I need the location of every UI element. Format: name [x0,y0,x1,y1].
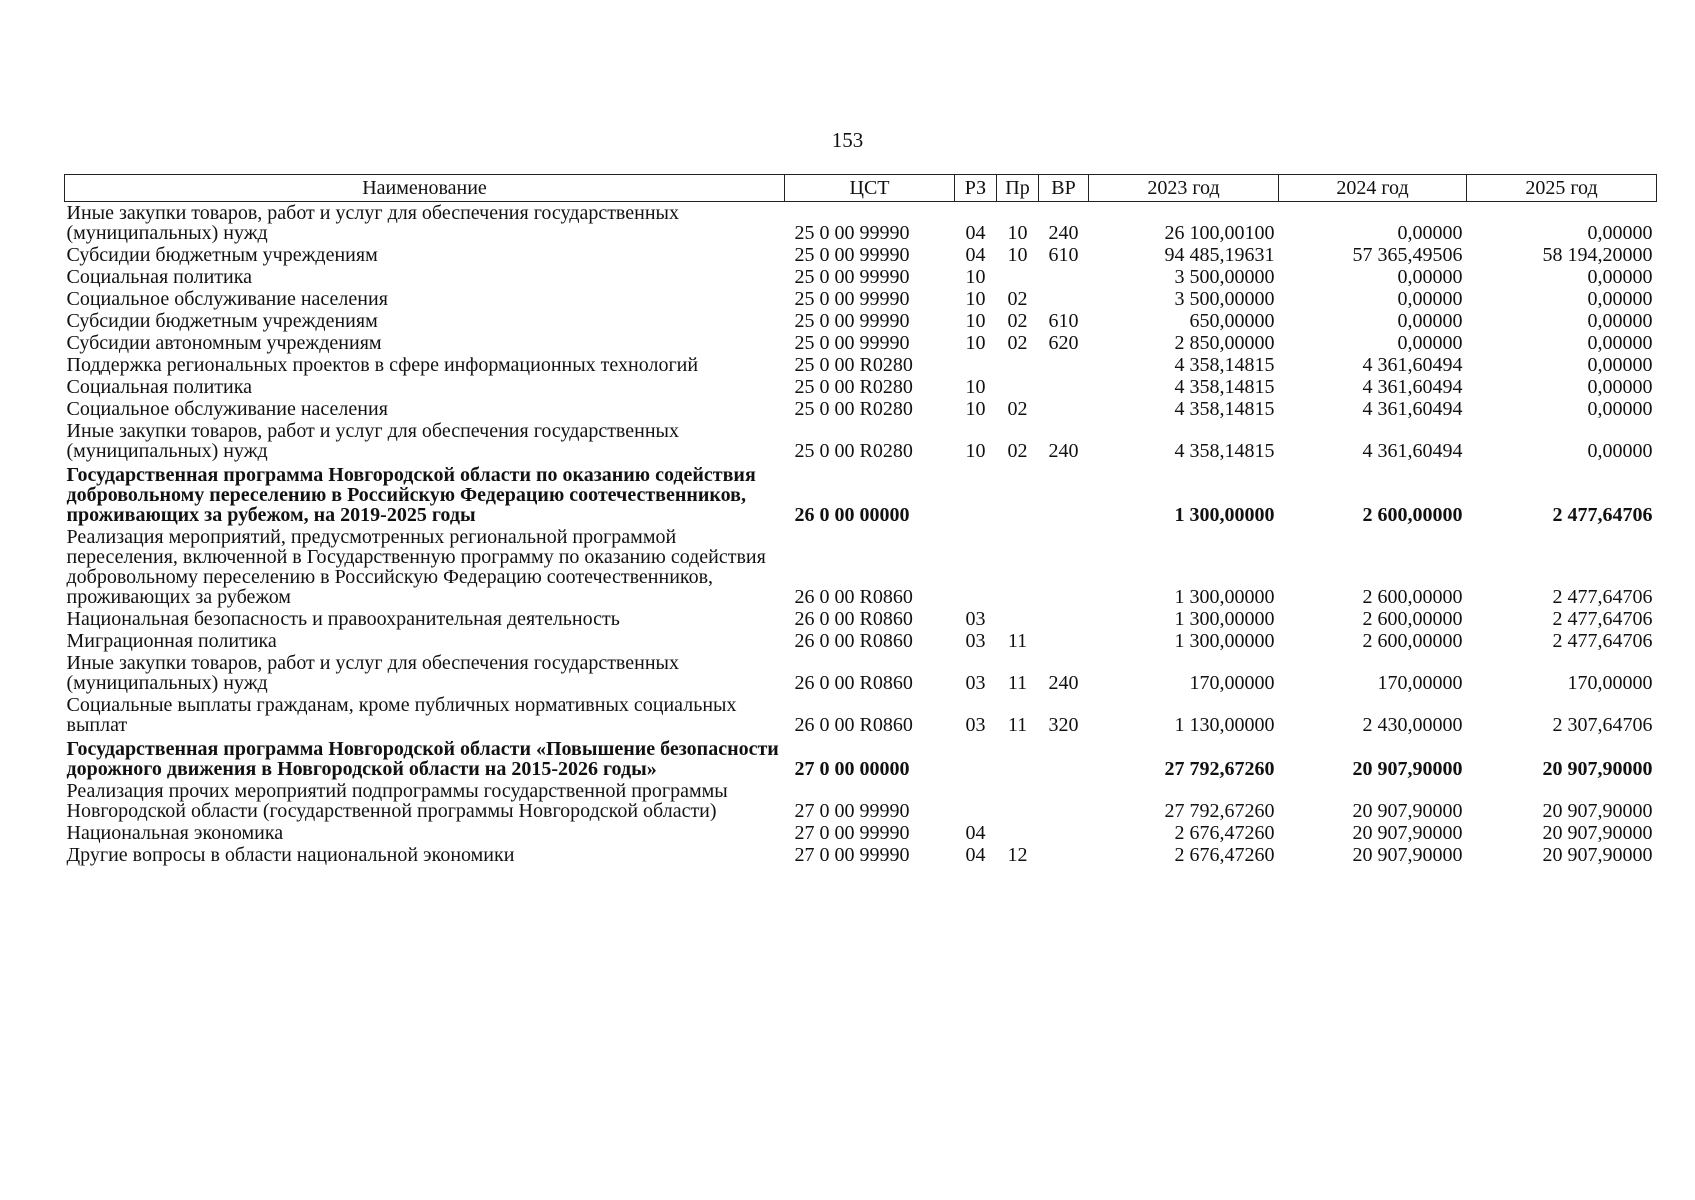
cell-name: Миграционная политика [66,630,277,652]
cell-y2025: 2 477,64706 [1552,630,1653,652]
cell-vr [1039,266,1089,288]
cell-y2024: 2 600,00000 [1362,504,1463,526]
cell-name: Государственная программа Новгородской области «Повышение безопасности дорожного движения в Новгородской области на 2015-2026 годы» [66,738,779,780]
table-row [65,652,1657,694]
cell-y2024: 2 430,00000 [1362,714,1463,736]
cell-pr [997,266,1039,288]
table-row [65,608,1657,630]
cell-y2024: 4 361,60494 [1362,398,1463,420]
header-name: Наименование [65,175,785,202]
cell-pr: 02 [1007,440,1028,462]
page-number: 153 [831,128,864,152]
table-row [65,310,1657,332]
cell-cst: 26 0 00 R0860 [794,672,913,694]
cell-name: Национальная безопасность и правоохранительная деятельность [66,608,620,630]
cell-name: Социальная политика [66,266,253,288]
cell-y2023: 27 792,67260 [1164,758,1275,780]
cell-cst: 25 0 00 99990 [794,288,910,310]
cell-y2025: 0,00000 [1587,440,1653,462]
table-row [65,420,1657,462]
cell-rz: 03 [965,608,986,630]
cell-y2023: 4 358,14815 [1174,440,1275,462]
header-2024: 2024 год [1279,175,1467,202]
cell-rz: 04 [965,844,986,866]
cell-rz: 10 [965,288,986,310]
cell-y2024: 0,00000 [1397,288,1463,310]
cell-vr: 320 [1048,714,1079,736]
cell-name: Иные закупки товаров, работ и услуг для обеспечения государственных (муниципальных) нужд [66,652,679,694]
cell-pr: 10 [1007,244,1028,266]
cell-y2025: 0,00000 [1587,332,1653,354]
cell-name: Социальные выплаты гражданам, кроме публичных нормативных социальных выплат [66,694,737,736]
cell-pr: 11 [1007,714,1028,736]
cell-y2025: 0,00000 [1587,288,1653,310]
cell-vr: 240 [1048,672,1079,694]
cell-y2023: 4 358,14815 [1174,376,1275,398]
table-row [65,332,1657,354]
cell-y2024: 0,00000 [1397,266,1463,288]
cell-cst: 25 0 00 R0280 [794,354,913,376]
cell-cst: 26 0 00 R0860 [794,586,913,608]
cell-y2025: 2 307,64706 [1552,714,1653,736]
cell-y2024: 20 907,90000 [1352,800,1463,822]
header-2023: 2023 год [1089,175,1279,202]
table-row [65,630,1657,652]
cell-y2024: 20 907,90000 [1352,822,1463,844]
cell-rz: 03 [965,672,986,694]
cell-y2025: 2 477,64706 [1552,586,1653,608]
cell-y2023: 1 300,00000 [1174,586,1275,608]
cell-name: Субсидии бюджетным учреждениям [66,310,378,332]
cell-rz: 04 [965,822,986,844]
cell-name: Другие вопросы в области национальной экономики [66,844,515,866]
cell-y2024: 0,00000 [1397,332,1463,354]
cell-vr [1039,844,1089,866]
cell-pr [997,376,1039,398]
cell-vr: 610 [1048,310,1079,332]
cell-pr [997,780,1039,822]
cell-name: Реализация мероприятий, предусмотренных региональной программой переселения, включенной в Государственную программу по оказанию содействия добровольному переселению в Российскую Федерацию соотечественников, проживающих за рубежом [66,526,766,608]
budget-table [64,174,1657,866]
cell-y2024: 20 907,90000 [1352,758,1463,780]
header-vr: ВР [1039,175,1089,202]
cell-vr [1039,398,1089,420]
cell-rz [955,736,997,780]
cell-y2023: 26 100,00100 [1164,222,1275,244]
cell-y2023: 4 358,14815 [1174,398,1275,420]
cell-y2025: 20 907,90000 [1542,844,1653,866]
table-row [65,266,1657,288]
cell-y2025: 0,00000 [1587,266,1653,288]
table-row-program [65,736,1657,780]
cell-rz: 04 [965,244,986,266]
cell-y2023: 1 300,00000 [1174,630,1275,652]
cell-rz: 10 [965,398,986,420]
cell-y2025: 20 907,90000 [1542,822,1653,844]
cell-rz: 10 [965,440,986,462]
table-row [65,244,1657,266]
table-header [65,175,1657,202]
cell-y2023: 1 300,00000 [1174,608,1275,630]
cell-y2023: 170,00000 [1189,672,1275,694]
cell-cst: 26 0 00 00000 [794,504,910,526]
cell-cst: 25 0 00 99990 [794,332,910,354]
cell-pr [997,608,1039,630]
cell-y2023: 27 792,67260 [1164,800,1275,822]
cell-y2024: 20 907,90000 [1352,844,1463,866]
cell-pr [997,354,1039,376]
cell-rz [955,780,997,822]
cell-y2023: 4 358,14815 [1174,354,1275,376]
cell-cst: 27 0 00 99990 [794,800,910,822]
table-row [65,376,1657,398]
cell-name: Социальное обслуживание населения [66,398,388,420]
cell-y2024: 4 361,60494 [1362,376,1463,398]
cell-y2025: 0,00000 [1587,310,1653,332]
cell-name: Поддержка региональных проектов в сфере информационных технологий [66,354,699,376]
cell-y2023: 2 676,47260 [1174,844,1275,866]
cell-vr [1039,288,1089,310]
cell-vr [1039,526,1089,608]
cell-cst: 25 0 00 99990 [794,222,910,244]
cell-y2024: 4 361,60494 [1362,440,1463,462]
cell-cst: 25 0 00 R0280 [794,398,913,420]
cell-pr [997,736,1039,780]
cell-name: Социальное обслуживание населения [66,288,388,310]
cell-y2025: 58 194,20000 [1542,244,1653,266]
cell-name: Реализация прочих мероприятий подпрограммы государственной программы Новгородской области (государственной программы Новгородской области) [66,780,728,822]
cell-pr [997,462,1039,526]
cell-y2023: 1 300,00000 [1174,504,1275,526]
table-row [65,398,1657,420]
cell-cst: 27 0 00 99990 [794,822,910,844]
cell-pr: 02 [1007,398,1028,420]
cell-rz [955,462,997,526]
cell-y2024: 170,00000 [1377,672,1463,694]
cell-rz: 03 [965,714,986,736]
table-row [65,694,1657,736]
cell-y2025: 0,00000 [1587,376,1653,398]
cell-cst: 25 0 00 R0280 [794,440,913,462]
cell-y2024: 2 600,00000 [1362,586,1463,608]
cell-y2025: 0,00000 [1587,222,1653,244]
cell-y2024: 2 600,00000 [1362,608,1463,630]
cell-y2025: 170,00000 [1567,672,1653,694]
cell-pr: 02 [1007,288,1028,310]
cell-y2024: 4 361,60494 [1362,354,1463,376]
cell-y2023: 1 130,00000 [1174,714,1275,736]
cell-y2024: 2 600,00000 [1362,630,1463,652]
cell-pr: 02 [1007,332,1028,354]
cell-name: Социальная политика [66,376,253,398]
table-row [65,822,1657,844]
cell-vr [1039,822,1089,844]
cell-cst: 25 0 00 99990 [794,244,910,266]
cell-vr [1039,354,1089,376]
cell-cst: 27 0 00 00000 [794,758,910,780]
cell-pr: 02 [1007,310,1028,332]
table-row [65,288,1657,310]
cell-vr: 620 [1048,332,1079,354]
cell-rz: 10 [965,310,986,332]
table-body [65,202,1657,867]
cell-pr [997,822,1039,844]
cell-y2023: 2 850,00000 [1174,332,1275,354]
cell-y2025: 20 907,90000 [1542,758,1653,780]
table-row [65,844,1657,866]
table-row [65,202,1657,245]
cell-name: Иные закупки товаров, работ и услуг для обеспечения государственных (муниципальных) нужд [66,420,679,462]
cell-cst: 27 0 00 99990 [794,844,910,866]
cell-y2023: 3 500,00000 [1174,266,1275,288]
cell-rz: 03 [965,630,986,652]
cell-y2023: 650,00000 [1189,310,1275,332]
cell-cst: 26 0 00 R0860 [794,608,913,630]
cell-vr: 610 [1048,244,1079,266]
cell-vr [1039,376,1089,398]
cell-name: Государственная программа Новгородской области по оказанию содействия добровольному переселению в Российскую Федерацию соотечественников, проживающих за рубежом, на 2019-2025 годы [66,464,756,526]
cell-name: Субсидии бюджетным учреждениям [66,244,378,266]
header-2025: 2025 год [1467,175,1657,202]
cell-y2024: 0,00000 [1397,310,1463,332]
cell-name: Иные закупки товаров, работ и услуг для обеспечения государственных (муниципальных) нужд [66,202,679,244]
cell-pr: 10 [1007,222,1028,244]
cell-y2025: 2 477,64706 [1552,608,1653,630]
cell-rz: 10 [965,266,986,288]
cell-y2023: 2 676,47260 [1174,822,1275,844]
table-row [65,526,1657,608]
cell-vr [1039,780,1089,822]
cell-vr: 240 [1048,440,1079,462]
header-cst: ЦСТ [785,175,955,202]
cell-pr: 12 [1007,844,1028,866]
cell-name: Субсидии автономным учреждениям [66,332,382,354]
cell-y2023: 94 485,19631 [1164,244,1275,266]
cell-pr [997,526,1039,608]
cell-rz: 04 [965,222,986,244]
table-row [65,780,1657,822]
cell-y2023: 3 500,00000 [1174,288,1275,310]
cell-y2024: 57 365,49506 [1352,244,1463,266]
cell-pr: 11 [1007,630,1028,652]
table-row [65,354,1657,376]
cell-rz: 10 [965,376,986,398]
cell-vr [1039,462,1089,526]
cell-cst: 26 0 00 R0860 [794,630,913,652]
cell-y2025: 0,00000 [1587,354,1653,376]
cell-y2025: 0,00000 [1587,398,1653,420]
cell-cst: 25 0 00 R0280 [794,376,913,398]
cell-cst: 26 0 00 R0860 [794,714,913,736]
cell-vr [1039,608,1089,630]
cell-y2024: 0,00000 [1397,222,1463,244]
cell-name: Национальная экономика [66,822,284,844]
cell-pr: 11 [1007,672,1028,694]
cell-cst: 25 0 00 99990 [794,266,910,288]
cell-vr: 240 [1048,222,1079,244]
cell-y2025: 20 907,90000 [1542,800,1653,822]
header-rz: РЗ [955,175,997,202]
header-pr: Пр [997,175,1039,202]
cell-rz: 10 [965,332,986,354]
cell-vr [1039,736,1089,780]
table-row-program [65,462,1657,526]
cell-cst: 25 0 00 99990 [794,310,910,332]
cell-y2025: 2 477,64706 [1552,504,1653,526]
cell-rz [955,354,997,376]
cell-vr [1039,630,1089,652]
cell-rz [955,526,997,608]
